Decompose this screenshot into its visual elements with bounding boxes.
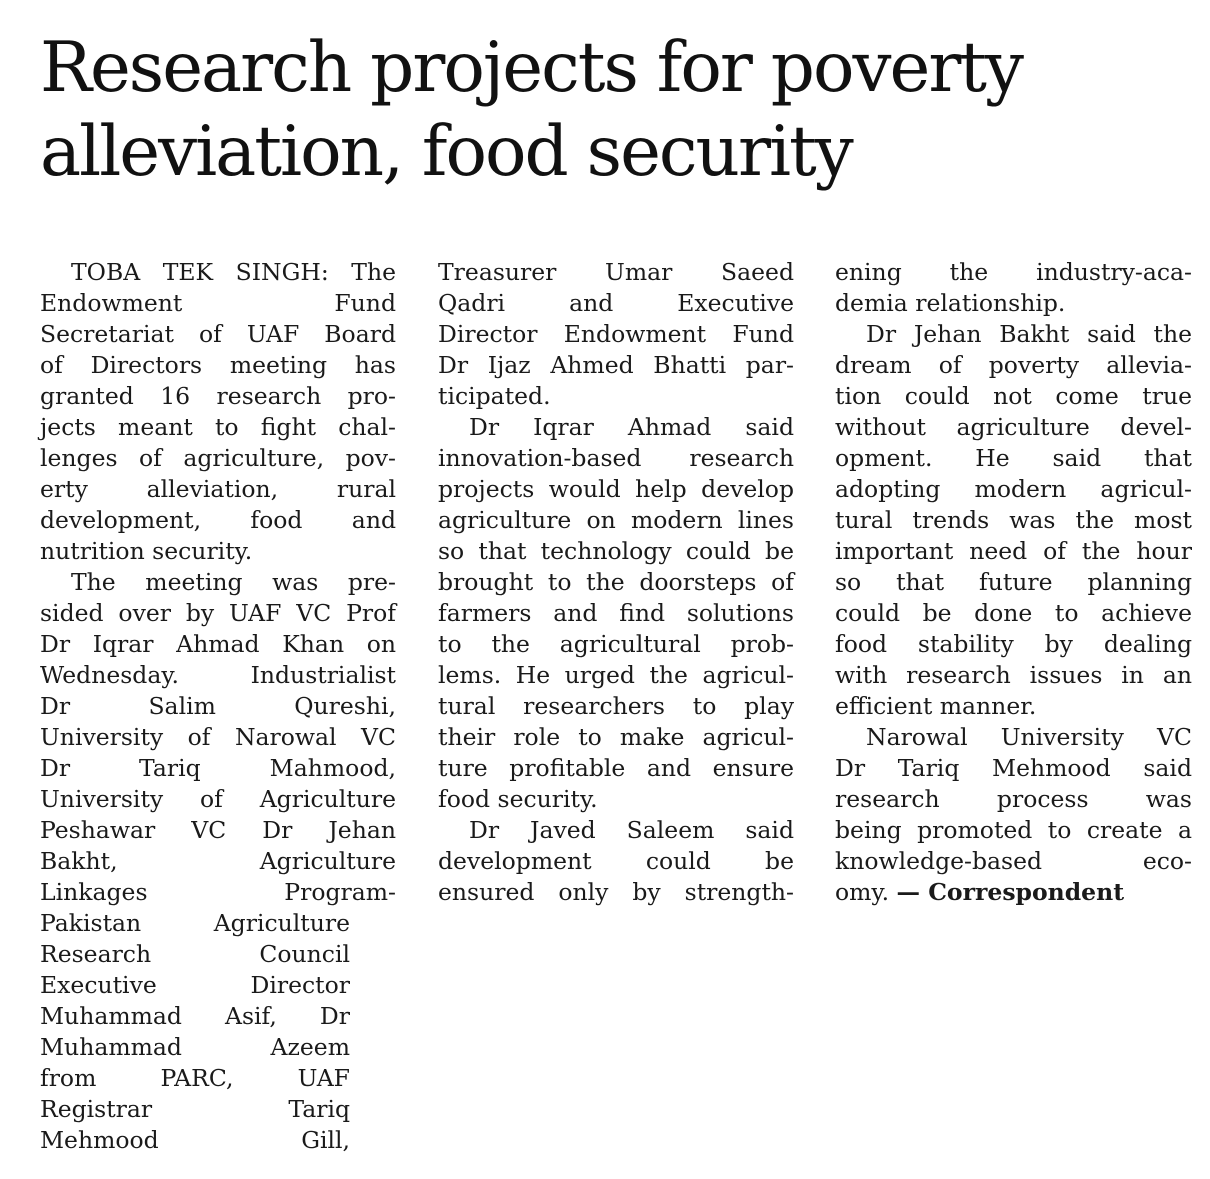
text-line: Narowal University VC: [866, 723, 1192, 751]
text-line: projects would help develop: [438, 475, 794, 503]
headline-line: Research projects for poverty: [40, 28, 1023, 108]
text-line: Dr Tariq Mahmood,: [40, 754, 396, 782]
text-line: from PARC, UAF: [40, 1064, 350, 1092]
text-line: tion could not come true: [835, 382, 1192, 410]
article-paragraph: [438, 815, 794, 908]
text-line: so that technology could be: [438, 537, 794, 565]
text-line: Qadri and Executive: [438, 289, 794, 317]
article-paragraph: [40, 257, 396, 567]
text-line: food security.: [438, 785, 598, 813]
text-line: Dr Javed Saleem said: [469, 816, 794, 844]
text-line: TOBA TEK SINGH: The: [71, 258, 396, 286]
text-line: opment. He said that: [835, 444, 1192, 472]
text-line: Dr Salim Qureshi,: [40, 692, 396, 720]
text-line: development, food and: [40, 506, 396, 534]
text-line: lenges of agriculture, pov-: [40, 444, 396, 472]
article-paragraph: [438, 257, 794, 412]
text-line: research process was: [835, 785, 1192, 813]
text-line-with-byline: [835, 877, 1192, 908]
text-line: being promoted to create a: [835, 816, 1192, 844]
text-line: agriculture on modern lines: [438, 506, 794, 534]
text-line: ticipated.: [438, 382, 551, 410]
text-line: Dr Iqrar Ahmad said: [469, 413, 794, 441]
text-line: ening the industry-aca-: [835, 258, 1192, 286]
article-paragraph: [835, 257, 1192, 319]
text-line: Treasurer Umar Saeed: [438, 258, 794, 286]
text-line: Pakistan Agriculture: [40, 909, 350, 937]
text-line: Dr Jehan Bakht said the: [866, 320, 1192, 348]
text-line: Executive Director: [40, 971, 350, 999]
article-paragraph: [835, 722, 1192, 908]
text-line: development could be: [438, 847, 794, 875]
text-line: their role to make agricul-: [438, 723, 794, 751]
text-line: innovation-based research: [438, 444, 794, 472]
text-line: dream of poverty allevia-: [835, 351, 1192, 379]
text-line: brought to the doorsteps of: [438, 568, 794, 596]
text-line: important need of the hour: [835, 537, 1192, 565]
text-line: to the agricultural prob-: [438, 630, 794, 658]
text-line: without agriculture devel-: [835, 413, 1192, 441]
text-line: farmers and find solutions: [438, 599, 794, 627]
text-line-end: omy.: [835, 878, 890, 906]
byline: — Correspondent: [896, 878, 1125, 906]
text-line: Wednesday. Industrialist: [40, 661, 396, 689]
article-paragraph: [835, 319, 1192, 722]
text-line: Endowment Fund: [40, 289, 396, 317]
article-paragraph: [438, 412, 794, 815]
article-column-3: [835, 257, 1192, 908]
text-line: so that future planning: [835, 568, 1192, 596]
article-column-1: [40, 257, 396, 1156]
text-line: with research issues in an: [835, 661, 1192, 689]
headline: [40, 26, 1190, 194]
text-line: knowledge-based eco-: [835, 847, 1192, 875]
text-line: granted 16 research pro-: [40, 382, 396, 410]
text-line: nutrition security.: [40, 537, 253, 565]
article-paragraph: [40, 567, 396, 1156]
text-line: lems. He urged the agricul-: [438, 661, 794, 689]
text-line: tural researchers to play: [438, 692, 794, 720]
text-line: Dr Ijaz Ahmed Bhatti par-: [438, 351, 794, 379]
article-column-2: [438, 257, 794, 908]
text-line: University of Agriculture: [40, 785, 396, 813]
text-line: Dr Tariq Mehmood said: [835, 754, 1192, 782]
text-line: Registrar Tariq: [40, 1095, 350, 1123]
text-line: ture profitable and ensure: [438, 754, 794, 782]
text-line: Dr Iqrar Ahmad Khan on: [40, 630, 396, 658]
text-line: Peshawar VC Dr Jehan: [40, 816, 396, 844]
text-line: Mehmood Gill,: [40, 1126, 350, 1154]
text-line: Secretariat of UAF Board: [40, 320, 396, 348]
text-line: University of Narowal VC: [40, 723, 396, 751]
text-line: food stability by dealing: [835, 630, 1192, 658]
text-line: The meeting was pre-: [71, 568, 396, 596]
text-line: ensured only by strength-: [438, 878, 794, 906]
text-line: could be done to achieve: [835, 599, 1192, 627]
text-line: Muhammad Azeem: [40, 1033, 350, 1061]
text-line: erty alleviation, rural: [40, 475, 396, 503]
text-line: Linkages Program-: [40, 878, 396, 906]
headline-line: alleviation, food security: [40, 112, 852, 192]
text-line: of Directors meeting has: [40, 351, 396, 379]
text-line: tural trends was the most: [835, 506, 1192, 534]
text-line: Research Council: [40, 940, 350, 968]
text-line: efficient manner.: [835, 692, 1037, 720]
text-line: adopting modern agricul-: [835, 475, 1192, 503]
text-line: Muhammad Asif, Dr: [40, 1002, 350, 1030]
text-line: sided over by UAF VC Prof: [40, 599, 396, 627]
text-line: Director Endowment Fund: [438, 320, 794, 348]
text-line: demia relationship.: [835, 289, 1066, 317]
text-line: jects meant to fight chal-: [40, 413, 396, 441]
text-line: Bakht, Agriculture: [40, 847, 396, 875]
